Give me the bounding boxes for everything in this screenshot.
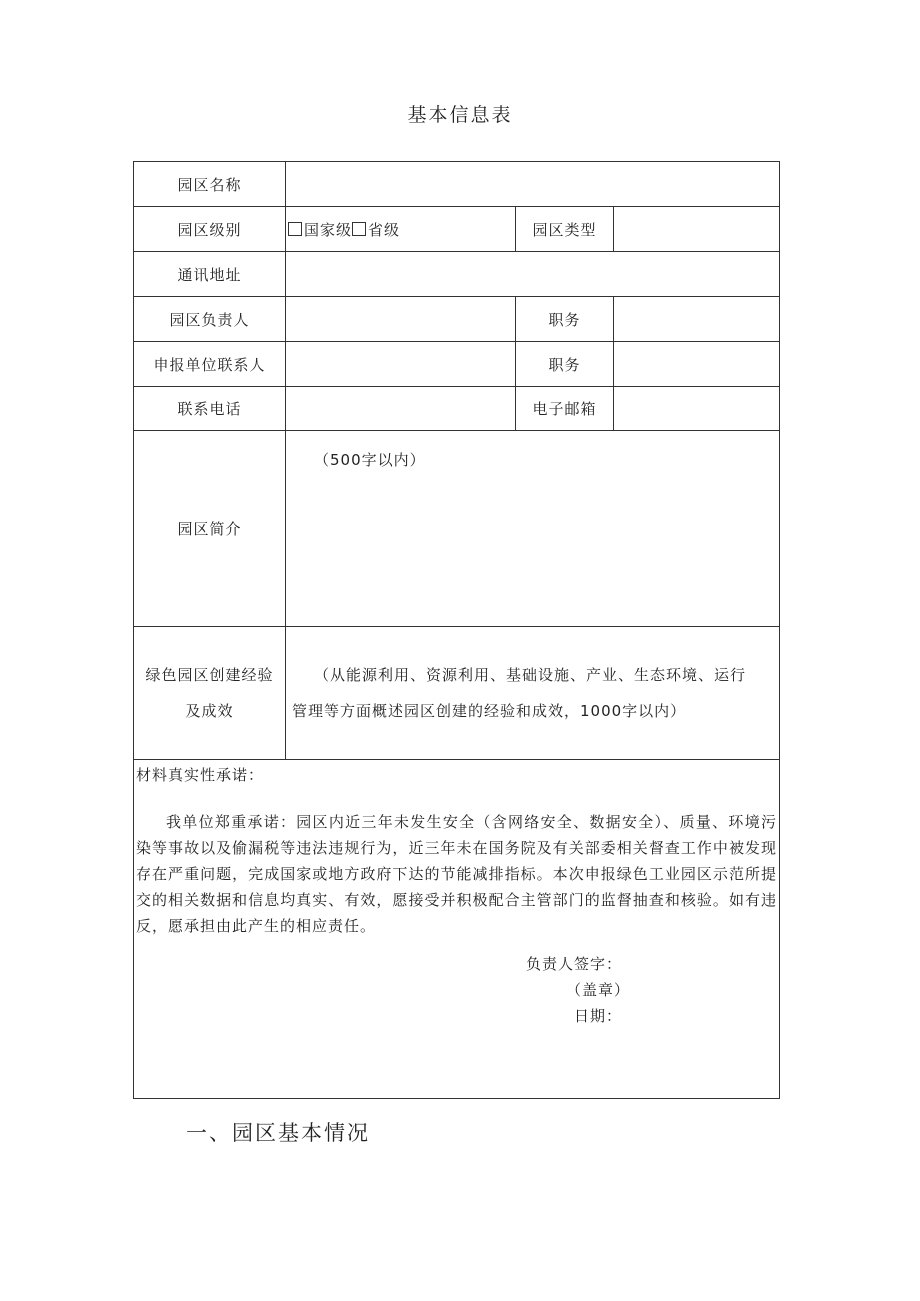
contact-position-field[interactable] [614,342,780,387]
row-phone [134,387,780,431]
phone-label: 联系电话 [134,387,286,431]
row-park-head [134,297,780,342]
seal-label: （盖章） [566,981,631,999]
park-head-field[interactable] [286,297,516,342]
experience-placeholder-line1: （从能源利用、资源利用、基础设施、产业、生态环境、运行 [314,666,747,684]
park-head-position-field[interactable] [614,297,780,342]
section-heading: 一、园区基本情况 [186,1121,370,1145]
row-address [134,252,780,297]
row-promise [134,760,780,1099]
phone-field[interactable] [286,387,516,431]
provincial-level-option-label: 省级 [368,220,401,239]
provincial-level-checkbox[interactable] [352,222,366,236]
contact-person-label: 申报单位联系人 [134,342,286,387]
row-intro [134,431,780,627]
experience-label-line1: 绿色园区创建经验 [145,666,274,684]
park-name-label: 园区名称 [134,162,286,207]
experience-placeholder-line2: 管理等方面概述园区创建的经验和成效，1000字以内） [292,702,687,720]
row-park-name [134,162,780,207]
intro-label: 园区简介 [134,431,286,627]
park-type-label: 园区类型 [516,207,614,252]
national-level-option-label: 国家级 [304,220,353,239]
national-level-checkbox[interactable] [288,222,302,236]
email-label: 电子邮箱 [516,387,614,431]
intro-field[interactable] [286,431,780,627]
experience-label-line2: 及成效 [185,702,234,720]
park-head-position-label: 职务 [516,297,614,342]
signature-block [136,951,777,1029]
park-level-options [286,207,516,252]
promise-title: 材料真实性承诺： [136,766,265,784]
intro-placeholder: （500字以内） [314,451,426,469]
park-name-field[interactable] [286,162,780,207]
email-field[interactable] [614,387,780,431]
experience-label [134,627,286,760]
promise-section [134,760,780,1099]
row-park-level [134,207,780,252]
park-type-field[interactable] [614,207,780,252]
park-level-label: 园区级别 [134,207,286,252]
experience-field[interactable] [286,627,780,760]
promise-body: 我单位郑重承诺：园区内近三年未发生安全（含网络安全、数据安全）、质量、环境污染等事故以及偷漏税等违法违规行为，近三年未在国务院及有关部委相关督查工作中被发现存在严重问题，完成国家或地方政府下达的节能减排指标。本次申报绿色工业园区示范所提交的相关数据和信息均真实、有效，愿接受并积极配合主管部门的监督抽查和核验。如有违反，愿承担由此产生的相应责任。 [136,813,778,935]
address-field[interactable] [286,252,780,297]
address-label: 通讯地址 [134,252,286,297]
contact-position-label: 职务 [516,342,614,387]
row-experience [134,627,780,760]
signature-label: 负责人签字： [526,955,623,973]
page-title: 基本信息表 [407,104,513,126]
contact-person-field[interactable] [286,342,516,387]
date-label: 日期： [574,1007,623,1025]
row-contact-person [134,342,780,387]
basic-info-form [133,161,780,1099]
park-head-label: 园区负责人 [134,297,286,342]
